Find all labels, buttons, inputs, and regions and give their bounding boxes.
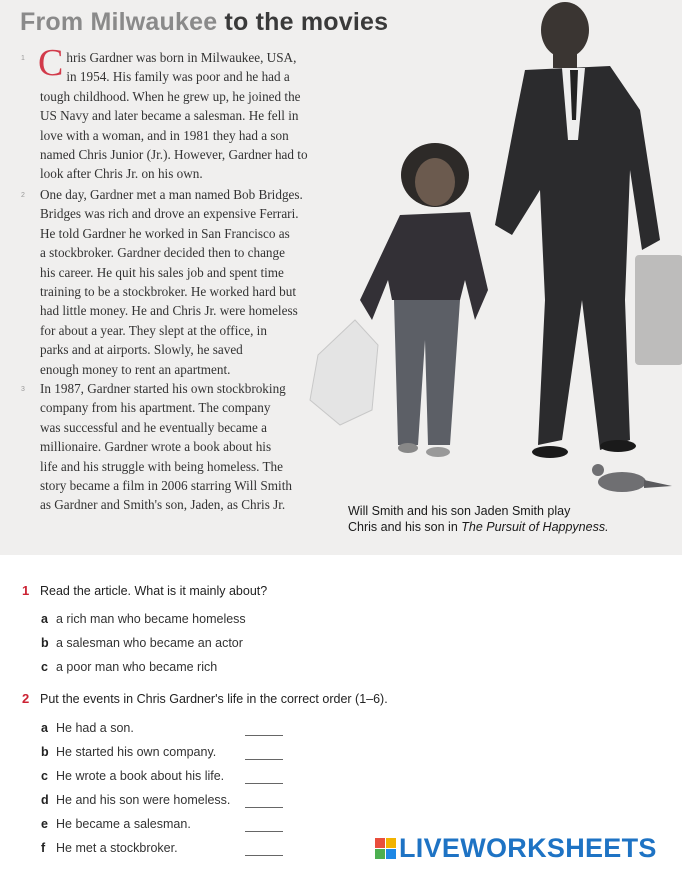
option-text: He wrote a book about his life. [56,769,225,783]
title-part-2: to the movies [224,8,389,36]
question-text: Put the events in Chris Gardner's life in the correct order (1–6). [40,692,388,706]
question-2-item-b [41,745,216,759]
answer-blank-b[interactable] [245,759,283,760]
text-line: story became a film in 2006 starring Will Smith [40,478,292,494]
option-text: He became a salesman. [56,817,191,831]
option-text: a rich man who became homeless [56,612,246,626]
text-line: life and his struggle with being homeless. The [40,458,283,474]
answer-blank-d[interactable] [245,807,283,808]
answer-blank-c[interactable] [245,783,283,784]
text-line: parks and at airports. Slowly, he saved [40,342,243,358]
option-text: a salesman who became an actor [56,636,243,650]
text-line: as Gardner and Smith's son, Jaden, as Chris Jr. [40,497,286,513]
liveworksheets-logo [375,834,657,862]
answer-blank-a[interactable] [245,735,283,736]
option-text: He and his son were homeless. [56,793,231,807]
option-text: He met a stockbroker. [56,841,178,855]
briefcase [635,255,682,365]
text-line: company from his apartment. The company [40,400,271,416]
paragraph-number: 2 [21,192,25,199]
text-line: had little money. He and Chris Jr. were homeless [40,303,298,319]
text-line: love with a woman, and in 1981 they had a son [40,127,289,143]
question-1-option-b[interactable] [41,636,243,650]
question-number: 2 [22,691,30,706]
text-line: hris Gardner was born in Milwaukee, USA, [66,50,297,65]
option-letter: e [41,817,48,831]
option-letter: b [41,745,49,759]
logo-square-blue [386,849,396,859]
movie-still-photo [300,0,682,500]
question-2-item-f [41,841,178,855]
pigeon [592,464,672,492]
text-line: training to be a stockbroker. He worked hard but [40,284,296,300]
option-text: He started his own company. [56,745,217,759]
text-line: enough money to rent an apartment. [40,361,231,377]
text-line: look after Chris Jr. on his own. [40,166,203,182]
logo-square-yellow [386,838,396,848]
logo-text: LIVEWORKSHEETS [399,832,657,863]
caption-line-2 [348,519,668,535]
paragraph-number: 3 [21,386,25,393]
article-paragraph-2 [21,185,320,379]
answer-blank-e[interactable] [245,831,283,832]
question-2 [22,691,388,706]
text-line: tough childhood. When he grew up, he joined the [40,88,301,104]
option-text: a poor man who became rich [56,660,218,674]
option-letter: c [41,769,48,783]
plastic-bag [310,320,378,425]
logo-square-red [375,838,385,848]
text-line: He told Gardner he worked in San Francisco as [40,225,290,241]
boy-figure [360,143,488,457]
question-1-option-c[interactable] [41,660,217,674]
caption-line-1: Will Smith and his son Jaden Smith play [348,504,571,518]
question-2-item-d [41,793,230,807]
article-paragraph-1 [21,42,320,184]
text-line: One day, Gardner met a man named Bob Bridges. [40,187,303,202]
text-line: US Navy and later became a salesman. He fell in [40,108,299,124]
option-letter: c [41,660,48,674]
drop-cap: C [38,42,64,84]
text-line: his career. He quit his sales job and spent time [40,264,284,280]
question-1 [22,583,267,598]
option-letter: d [41,793,49,807]
man-figure [495,2,660,458]
option-letter: a [41,612,48,626]
option-text: He had a son. [56,721,134,735]
article-paragraph-3 [21,379,320,515]
logo-square-green [375,849,385,859]
text-line: a stockbroker. Gardner decided then to change [40,245,285,261]
text-line: millionaire. Gardner wrote a book about his [40,439,272,455]
question-1-option-a[interactable] [41,612,246,626]
question-2-item-a [41,721,134,735]
caption-prefix: Chris and his son in [348,520,462,534]
option-letter: b [41,636,49,650]
option-letter: f [41,841,46,855]
question-2-item-c [41,769,224,783]
paragraph-number: 1 [21,55,25,62]
text-line: in 1954. His family was poor and he had a [66,69,290,85]
answer-blank-f[interactable] [245,855,283,856]
logo-icon [375,838,396,859]
text-line: In 1987, Gardner started his own stockbroking [40,381,286,396]
film-title: The Pursuit of Happyness. [461,520,609,534]
text-line: Bridges was rich and drove an expensive Ferrari. [40,206,299,222]
text-line: was successful and he eventually became a [40,419,268,435]
photo-caption [348,503,668,535]
question-2-item-e [41,817,191,831]
text-line: for about a year. They slept at the office, in [40,322,267,338]
question-text: Read the article. What is it mainly about? [40,584,268,598]
option-letter: a [41,721,48,735]
text-line: named Chris Junior (Jr.). However, Gardner had to [40,147,308,163]
question-number: 1 [22,583,30,598]
title-part-1: From Milwaukee [20,8,218,36]
